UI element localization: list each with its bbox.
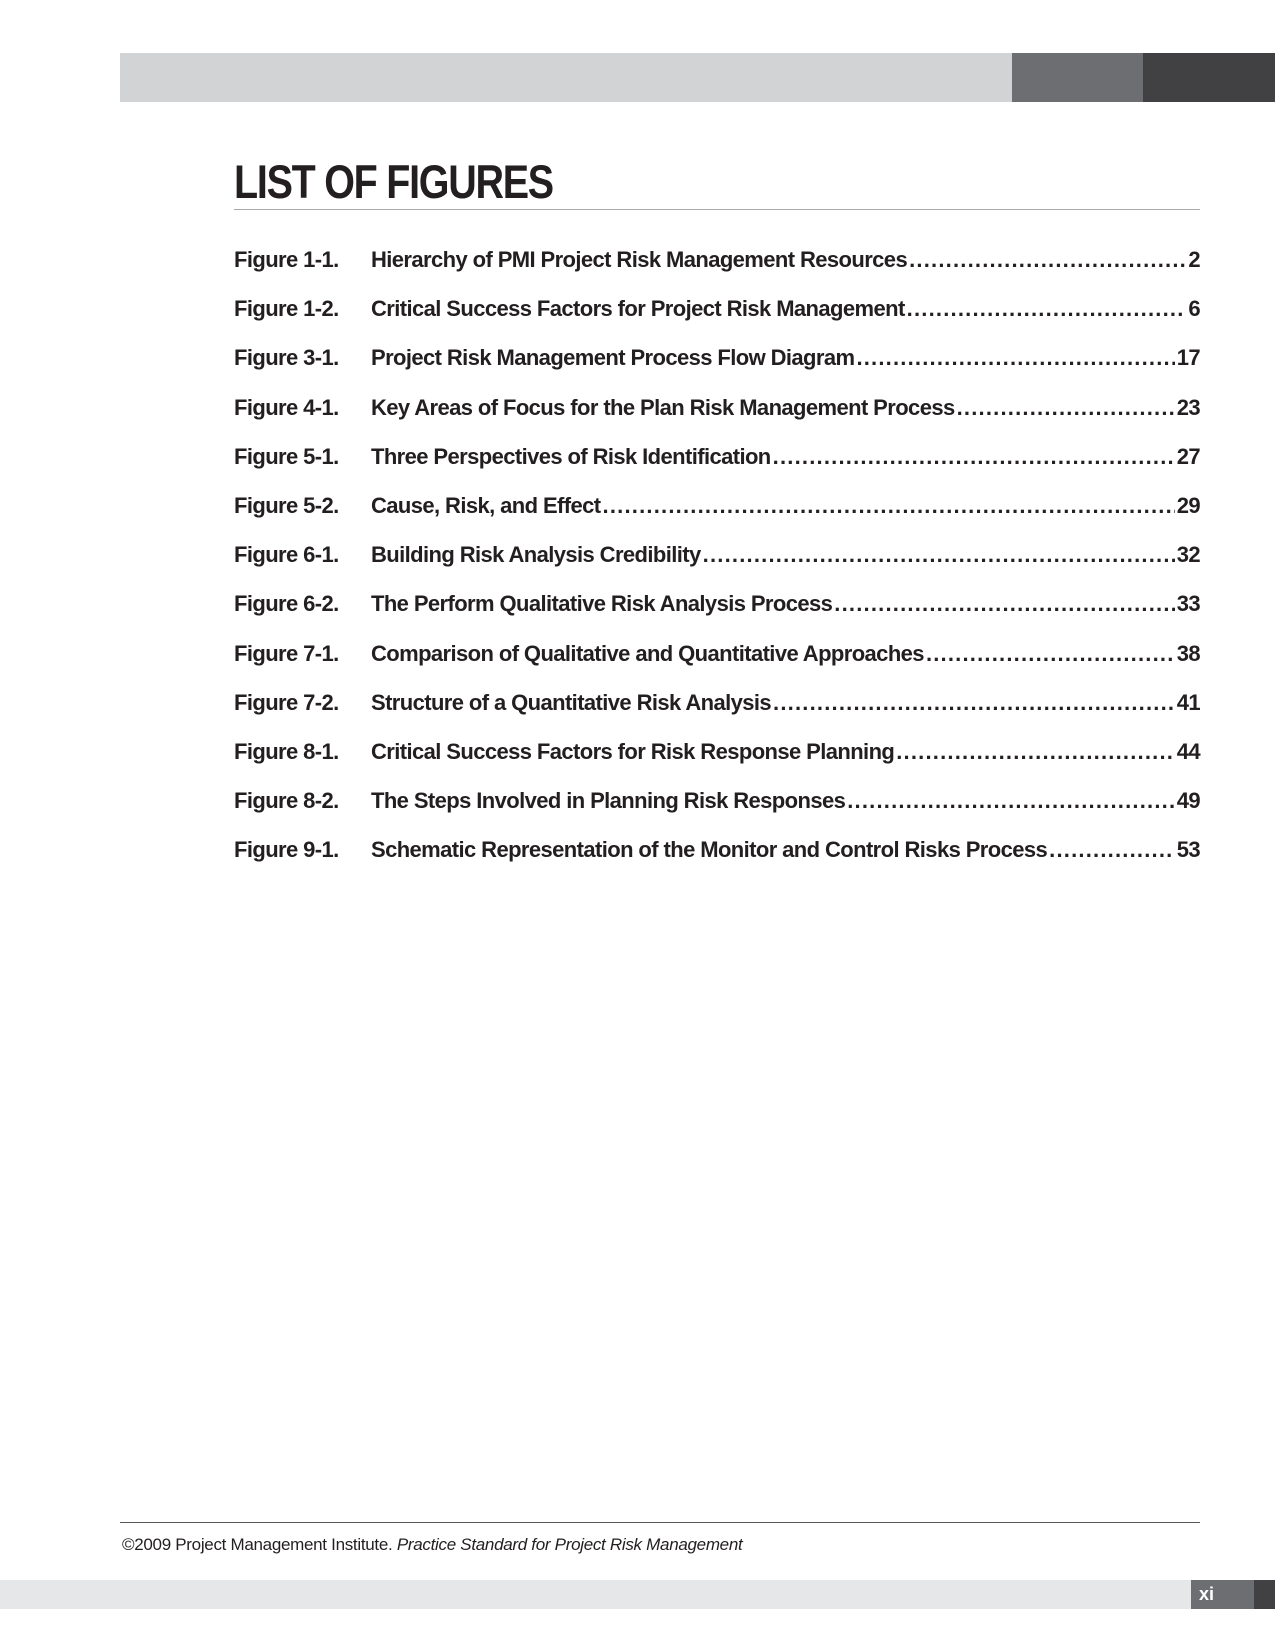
figure-label: Figure 6-1. (234, 542, 339, 568)
figure-title: Critical Success Factors for Risk Response Planning (371, 738, 895, 764)
figure-entry[interactable] (234, 345, 1200, 394)
figure-label: Figure 5-2. (234, 492, 339, 518)
figure-page-number: 29 (1176, 492, 1200, 518)
figure-label: Figure 4-1. (234, 394, 339, 420)
figure-title: Schematic Representation of the Monitor and Control Risks Process (371, 837, 1048, 863)
figure-label: Figure 6-2. (234, 591, 339, 617)
dot-leader (703, 542, 1175, 568)
header-band (120, 53, 1275, 102)
figure-entry[interactable] (234, 296, 1200, 345)
header-band-mid (1012, 53, 1143, 102)
figure-entry[interactable] (234, 444, 1200, 493)
figure-label: Figure 9-1. (234, 837, 339, 863)
figure-title: Building Risk Analysis Credibility (371, 542, 701, 568)
figure-entry[interactable] (234, 788, 1200, 837)
footer-publication-title: Practice Standard for Project Risk Management (396, 1535, 743, 1554)
header-band-light (120, 53, 1012, 102)
figure-page-number: 44 (1176, 738, 1200, 764)
figure-page-number: 6 (1188, 296, 1200, 322)
figure-page-number: 27 (1176, 443, 1200, 469)
figure-page-number: 23 (1176, 394, 1200, 420)
figure-entry[interactable] (234, 493, 1200, 542)
figure-title: Hierarchy of PMI Project Risk Management Resources (371, 247, 908, 272)
figure-label: Figure 5-1. (234, 443, 339, 469)
figure-label: Figure 3-1. (234, 345, 339, 371)
figure-page-number: 32 (1176, 542, 1200, 568)
figure-title: The Perform Qualitative Risk Analysis Process (371, 591, 833, 617)
figure-entry[interactable] (234, 690, 1200, 739)
figure-page-number: 2 (1188, 247, 1200, 272)
figure-title: Comparison of Qualitative and Quantitative Approaches (371, 640, 924, 666)
figure-page-number: 41 (1176, 689, 1200, 715)
dot-leader (773, 690, 1175, 716)
footer-band-end (1254, 1580, 1275, 1609)
figure-entry[interactable] (234, 247, 1200, 296)
figure-label: Figure 1-2. (234, 296, 339, 322)
figure-title: Structure of a Quantitative Risk Analysis (371, 689, 772, 715)
page-title (234, 155, 1200, 210)
dot-leader (957, 395, 1175, 421)
figure-label: Figure 8-2. (234, 788, 339, 814)
page-title-text: LIST OF FIGURES (234, 155, 553, 208)
dot-leader (773, 444, 1175, 470)
figure-entry[interactable] (234, 641, 1200, 690)
footer-citation (122, 1535, 742, 1555)
figure-title: Critical Success Factors for Project Risk Management (371, 296, 905, 322)
dot-leader (909, 247, 1186, 273)
dot-leader (907, 296, 1187, 322)
footer-rule (120, 1522, 1200, 1523)
figure-page-number: 33 (1176, 591, 1200, 617)
dot-leader (834, 591, 1174, 617)
dot-leader (847, 788, 1174, 814)
figure-title: Cause, Risk, and Effect (371, 492, 601, 518)
header-band-dark (1143, 53, 1275, 102)
footer-band (0, 1580, 1275, 1609)
figure-entry[interactable] (234, 837, 1200, 886)
figure-label: Figure 7-1. (234, 640, 339, 666)
dot-leader (603, 493, 1175, 519)
dot-leader (1049, 837, 1175, 863)
figure-label: Figure 1-1. (234, 247, 339, 272)
figure-page-number: 38 (1176, 640, 1200, 666)
figure-entry[interactable] (234, 591, 1200, 640)
figure-entry[interactable] (234, 739, 1200, 788)
figure-page-number: 53 (1176, 837, 1200, 863)
dot-leader (926, 641, 1175, 667)
figure-title: Three Perspectives of Risk Identification (371, 443, 771, 469)
figure-page-number: 17 (1176, 345, 1200, 371)
figure-entry[interactable] (234, 542, 1200, 591)
figure-entry[interactable] (234, 395, 1200, 444)
figure-title: The Steps Involved in Planning Risk Responses (371, 788, 846, 814)
dot-leader (896, 739, 1174, 765)
figure-page-number: 49 (1176, 788, 1200, 814)
footer-copyright: ©2009 Project Management Institute. (122, 1535, 393, 1554)
figures-list (234, 247, 1200, 886)
figure-label: Figure 8-1. (234, 738, 339, 764)
figure-label: Figure 7-2. (234, 689, 339, 715)
figure-title: Key Areas of Focus for the Plan Risk Management Process (371, 394, 955, 420)
page-number: xi (1191, 1580, 1254, 1609)
figure-title: Project Risk Management Process Flow Diagram (371, 345, 855, 371)
dot-leader (856, 345, 1174, 371)
